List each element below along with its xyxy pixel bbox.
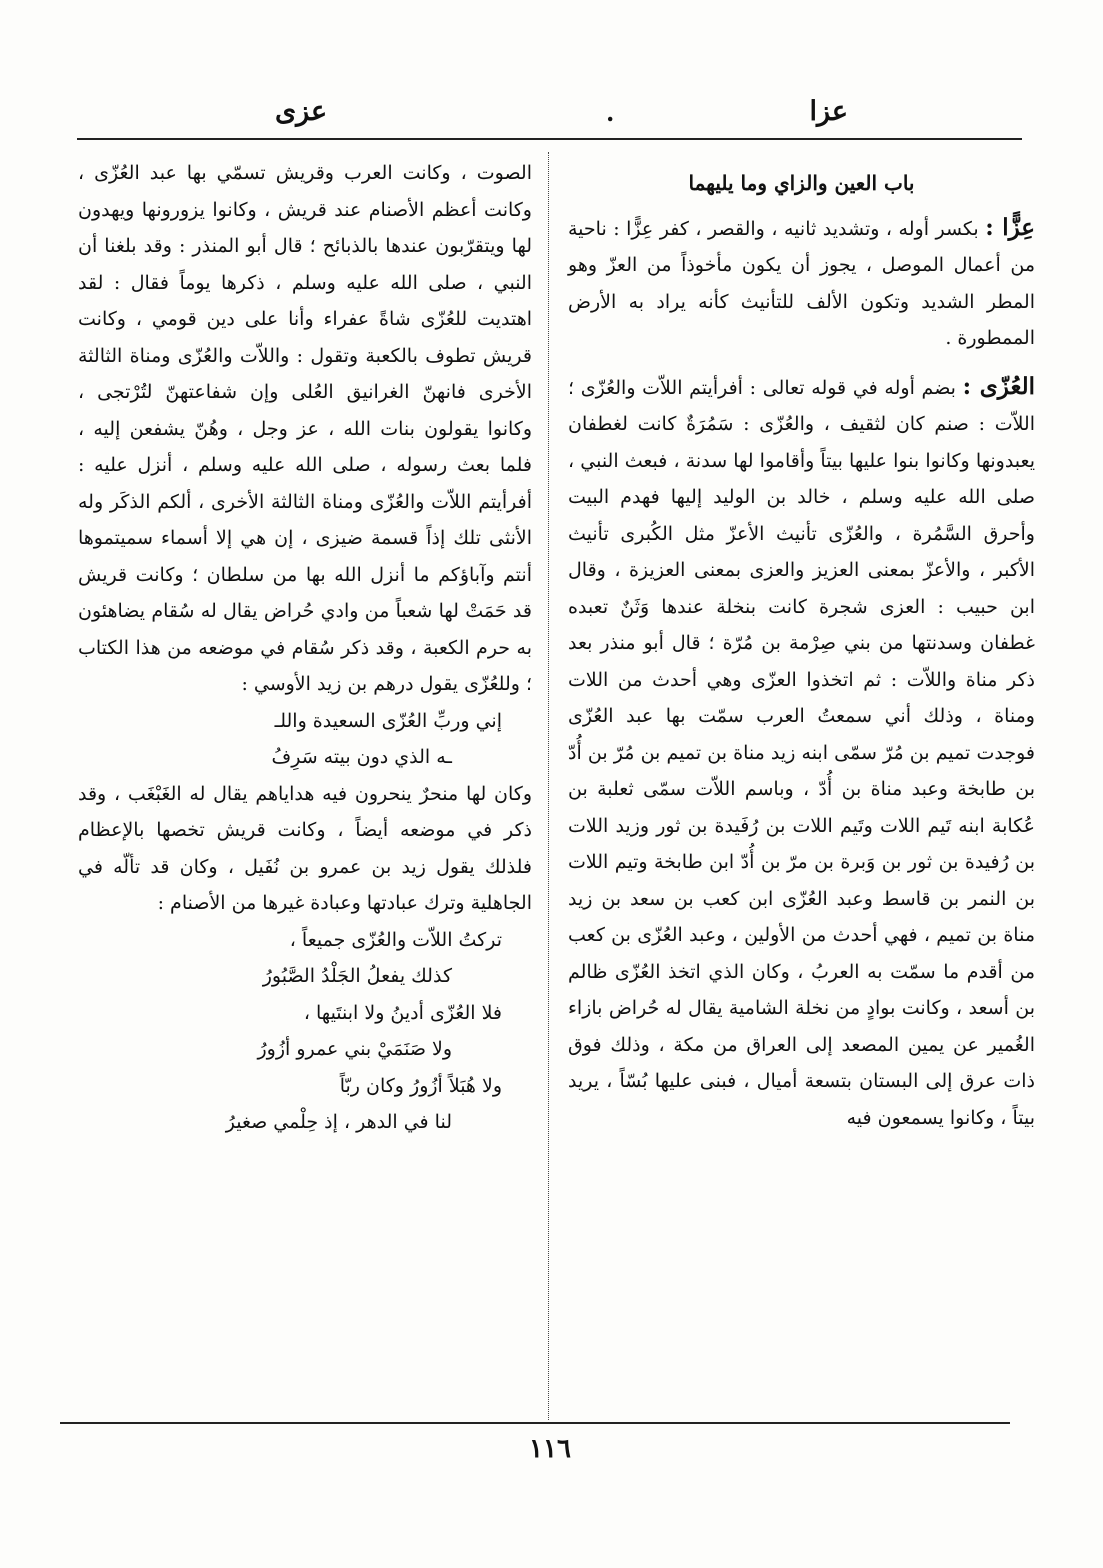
- header-rule: [77, 138, 1022, 140]
- headword-uzza: العُزّى :: [962, 372, 1035, 400]
- entry-uzza-text: بضم أوله في قوله تعالى : أفرأيتم اللاّت والعُزّى ؛ اللاّت : صنم كان لثقيف ، والعُزّى : سَمُرَةٌ كانت لغطفان يعبدونها وكانوا بنوا عليها بيتاً وأقاموا لها سدنة ، فبعث النبي ، صلى الله عليه وسلم ، خالد بن الوليد إليها فهدم البيت وأحرق السَّمُرة ، والعُزّى تأنيث الأعزّ مثل الكُبرى تأنيث الأكبر ، والأعزّ بمعنى العزيز والعزى بمعنى العزيزة ، وقال ابن حبيب : العزى شجرة كانت بنخلة عندها وَثَنٌ تعبده غطفان وسدنتها من بني صِرْمة بن مُرّة ؛ قال أبو منذر بعد ذكر مناة واللاّت : ثم اتخذوا العزّى وهي أحدث من اللات ومناة ، وذلك أني سمعتُ العرب سمّت بها عبد العُزّى فوجدت تميم بن مُرّ سمّى ابنه زيد مناة بن تميم بن مُرّ بن أُدّ بن طابخة وعبد مناة بن أُدّ ، وباسم اللاّت سمّى ثعلبة بن عُكابة ابنه تَيم اللات وتَيم اللات بن رُفَيدة بن ثور وزيد اللات بن رُفيدة بن ثور بن وَبرة بن مرّ بن أُدّ ابن طابخة وتيم اللات بن النمر بن قاسط وعبد العُزّى ابن كعب بن سعد بن زيد مناة بن تميم ، فهي أحدث من الأولين ، وعبد العُزّى بن كعب من أقدم ما سمّت به العربُ ، وكان الذي اتخذ العُزّى ظالم بن أسعد ، وكانت بوادٍ من نخلة الشامية يقال له حُراض بازاء الغُمير عن يمين المصعد إلى العراق من مكة ، وذلك فوق ذات عرق إلى البستان بتسعة أميال ، فبنى عليها بُسّاً ، يريد بيتاً ، وكانوا يسمعون فيه: [568, 376, 1035, 1129]
- left-column: [78, 155, 532, 1141]
- verse-3-second-half: ولا صَنَمَيْ بني عمرو أزُورُ: [257, 1038, 452, 1060]
- section-title: باب العين والزاي وما يليهما: [688, 171, 915, 195]
- entry-uzza: [568, 369, 1035, 1137]
- left-paragraph-1: الصوت ، وكانت العرب وقريش تسمّي بها عبد العُزّى ، وكانت أعظم الأصنام عند قريش ، وكانوا يزورونها ويهدون لها ويتقرّبون عندها بالذبائح ؛ قال أبو المنذر : وقد بلغنا أن النبي ، صلى الله عليه وسلم ، ذكرها يوماً فقال : لقد اهتديت للعُزّى شاةً عفراء وأنا على دين قومي ، وكانت قريش تطوف بالكعبة وتقول : واللاّت والعُزّى ومناة الثالثة الأخرى فانهنّ الغرانيق العُلى وإن شفاعتهنّ لتُرْتجى ، وكانوا يقولون بنات الله ، عز وجل ، وهُنّ يشفعن إليه ، فلما بعث رسوله ، صلى الله عليه وسلم ، أنزل عليه : أفرأيتم اللاّت والعُزّى ومناة الثالثة الأخرى ، ألكم الذكَر وله الأنثى تلك إذاً قسمة ضيزى ، إن هي إلا أسماء سميتموها أنتم وآباؤكم ما أنزل الله بها من سلطان ؛ وكانت قريش قد حَمَتْ لها شعباً من وادي حُراض يقال له سُقام يضاهئون به حرم الكعبة ، وقد ذكر سُقام في موضعه من هذا الكتاب ؛ وللعُزّى يقول درهم بن زيد الأوسي :: [78, 162, 532, 695]
- verse-4-second-half: لنا في الدهر ، إذ حِلْمي صغيرُ: [225, 1111, 452, 1133]
- verse-2-second-half: كذلك يفعلُ الجَلْدُ الصَّبُورُ: [262, 965, 452, 987]
- header-dot: .: [606, 98, 615, 127]
- entry-izza-text: بكسر أوله ، وتشديد ثانيه ، والقصر ، كفر عِزًّا : ناحية من أعمال الموصل ، يجوز أن يكون مأخوذاً من العزّ وهو المطر الشديد وتكون الألف للتأنيث كأنه يراد به الأرض الممطورة .: [568, 217, 1035, 349]
- headword-izza: عِزًّا :: [985, 213, 1036, 241]
- right-column: [568, 155, 1035, 1136]
- running-header-right: عزا: [809, 96, 848, 127]
- entry-izza: [568, 210, 1035, 357]
- running-header-left: عزى: [275, 96, 328, 127]
- verse-4-first-half: ولا هُبَلاً أزُورُ وكان ربّاً: [339, 1074, 502, 1097]
- verse-1-first-half: إني وربِّ العُزّى السعيدة واللـ: [274, 709, 502, 732]
- footer-rule: [60, 1422, 1010, 1424]
- verse-3-first-half: فلا العُزّى أدينُ ولا ابنتَيها ،: [303, 1001, 502, 1024]
- verse-2-first-half: تركتُ اللاّت والعُزّى جميعاً ،: [289, 928, 502, 951]
- column-divider: [548, 152, 549, 1420]
- page-number: ١١٦: [529, 1434, 571, 1464]
- left-paragraph-2: وكان لها منحرٌ ينحرون فيه هداياهم يقال له الغَبْغَب ، وقد ذكر في موضعه أيضاً ، وكانت قريش تخصها بالإعظام فلذلك يقول زيد بن عمرو بن نُفَيل ، وكان قد تألّه في الجاهلية وترك عبادتها وعبادة غيرها من الأصنام :: [78, 782, 532, 914]
- verse-1-second-half: ـه الذي دون بيته سَرِفُ: [271, 746, 452, 768]
